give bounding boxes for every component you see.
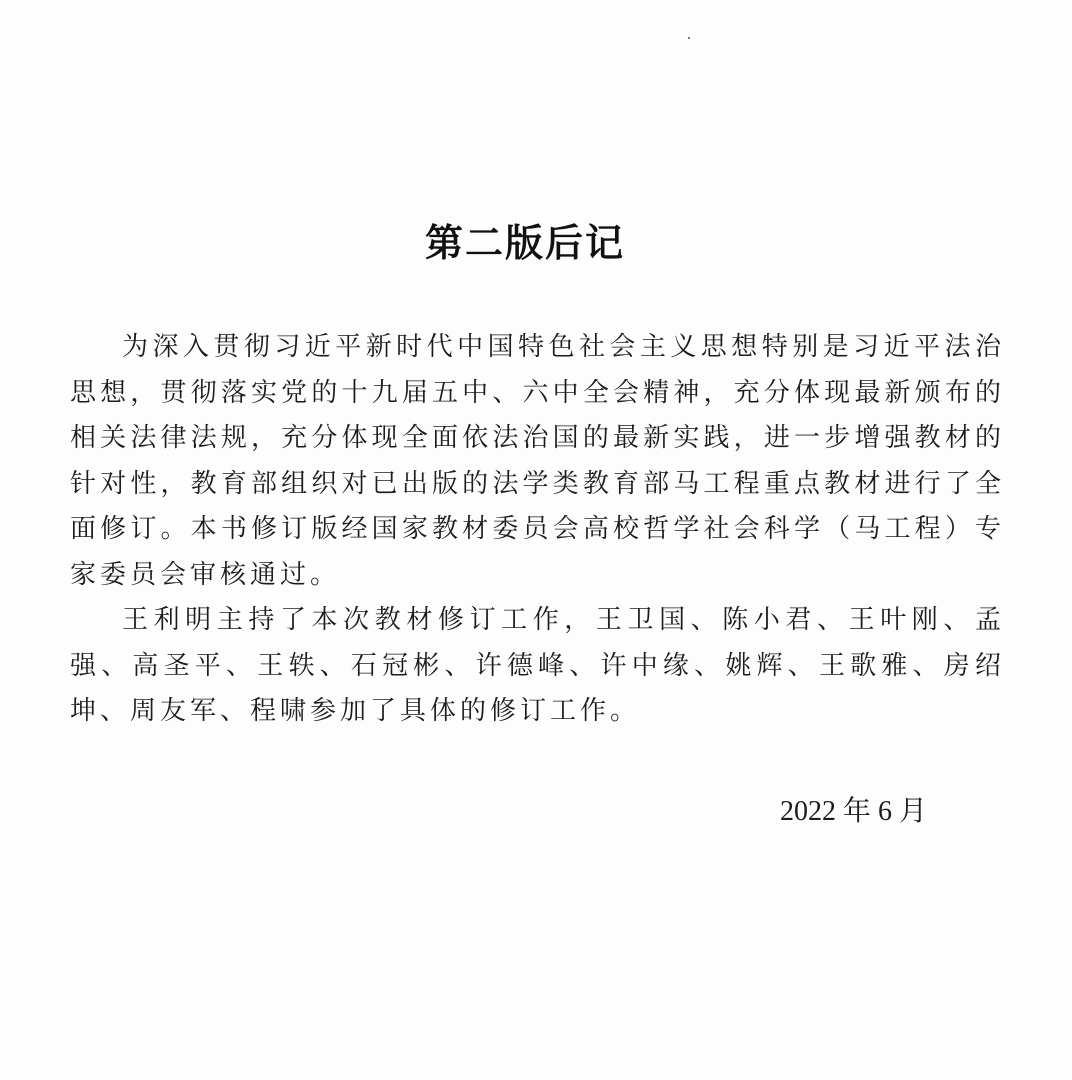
scan-speck [688, 37, 690, 39]
document-body [70, 325, 1005, 735]
paragraph-2: 王利明主持了本次教材修订工作，王卫国、陈小君、王叶刚、孟强、高圣平、王轶、石冠彬、许德峰、许中缘、姚辉、王歌雅、房绍坤、周友军、程啸参加了具体的修订工作。 [70, 605, 1005, 726]
page-title: 第二版后记 [424, 221, 625, 266]
date-signature: 2022 年 6 月 [780, 796, 928, 827]
paragraph-1: 为深入贯彻习近平新时代中国特色社会主义思想特别是习近平法治思想，贯彻落实党的十九届五中、六中全会精神，充分体现最新颁布的相关法律法规，充分体现全面依法治国的最新实践，进一步增强教材的针对性，教育部组织对已出版的法学类教育部马工程重点教材进行了全面修订。本书修订版经国家教材委员会高校哲学社会科学（马工程）专家委员会审核通过。 [70, 332, 1005, 590]
